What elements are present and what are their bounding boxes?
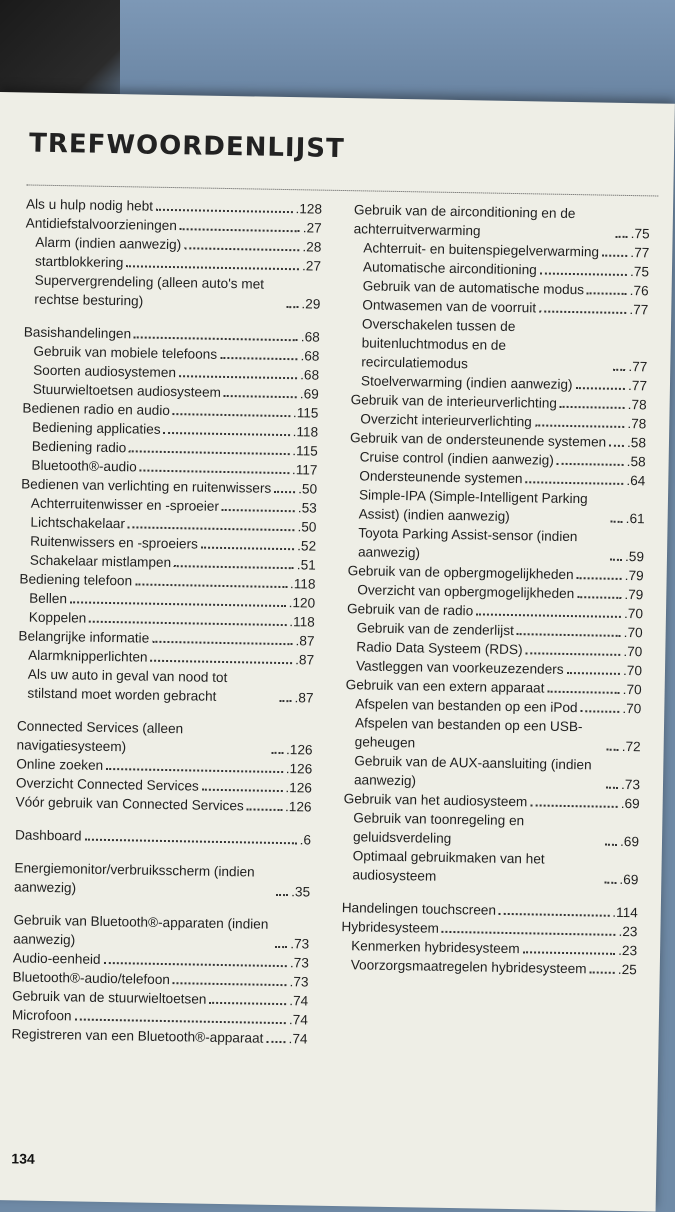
index-entry: [17, 664, 314, 707]
index-term: Soorten audiosystemen: [33, 362, 177, 381]
index-term: Gebruik van een extern apparaat: [345, 677, 545, 696]
index-page-ref: .74: [288, 1012, 308, 1028]
dot-leader: [616, 235, 628, 238]
dot-leader: [499, 912, 609, 917]
index-page-ref: .50: [297, 519, 317, 535]
index-group: [15, 716, 313, 816]
index-entry: [345, 713, 642, 756]
dot-leader: [222, 508, 295, 512]
page-number: 134: [11, 1150, 35, 1167]
index-term: Gebruik van de stuurwieltoetsen: [12, 988, 207, 1007]
dot-leader: [184, 246, 299, 251]
index-page-ref: .87: [294, 690, 314, 706]
index-term: Bediening radio: [31, 438, 127, 456]
dot-leader: [523, 950, 616, 955]
dot-leader: [84, 838, 296, 845]
index-page-ref: .74: [288, 1031, 308, 1047]
index-group: [24, 194, 322, 313]
index-page-ref: .118: [289, 576, 316, 592]
index-page-ref: .87: [295, 652, 315, 668]
index-page-ref: .61: [625, 510, 645, 527]
index-entry: [344, 751, 641, 794]
index-page-ref: .73: [289, 955, 309, 971]
dot-leader: [70, 600, 286, 607]
dot-leader: [606, 786, 618, 789]
index-term: Vóór gebruik van Connected Services: [15, 794, 244, 814]
index-page-ref: .77: [630, 245, 650, 261]
index-entry: [15, 792, 311, 816]
index-term: Microfoon: [11, 1007, 72, 1024]
dot-leader: [610, 558, 622, 561]
dot-leader: [442, 930, 616, 936]
dot-leader: [106, 767, 283, 773]
index-term: Energiemonitor/verbruiksscherm (indien aanwezig): [13, 860, 255, 896]
index-page-ref: .78: [627, 416, 647, 432]
index-entry: [24, 270, 321, 313]
dot-leader: [276, 893, 288, 896]
dot-leader: [202, 788, 283, 792]
index-page-ref: .78: [627, 397, 647, 413]
dot-leader: [209, 1001, 286, 1005]
index-page-ref: .120: [288, 595, 316, 611]
index-entry: [349, 485, 646, 528]
index-term: Gebruik van de AUX-aansluiting (indien aanwezig): [353, 753, 592, 789]
index-term: Gebruik van de ondersteunende systemen: [349, 430, 607, 450]
index-page-ref: .126: [284, 799, 312, 815]
index-page-ref: .128: [295, 201, 323, 217]
index-term: Alarmknipperlichten: [28, 647, 148, 665]
index-page-ref: .68: [300, 329, 320, 345]
dot-leader: [134, 335, 298, 341]
index-term: Supervergrendeling (alleen auto's met rechtse besturing): [34, 272, 265, 309]
index-term: Ontwasemen van de voorruit: [362, 297, 537, 316]
dot-leader: [173, 412, 290, 417]
index-term: Basishandelingen: [23, 324, 132, 342]
index-page-ref: .77: [627, 378, 648, 394]
dot-leader: [567, 671, 621, 675]
index-term: Achterruitenwisser en -sproeier: [30, 495, 220, 514]
dot-leader: [539, 309, 626, 314]
index-entry: [15, 825, 311, 849]
index-term: Gebruik van de opbergmogelijkheden: [347, 563, 574, 583]
index-page-ref: .29: [301, 296, 321, 312]
index-page-ref: .28: [302, 239, 322, 255]
dot-leader: [530, 803, 618, 808]
index-term: Schakelaar mistlampen: [29, 552, 172, 571]
page-title: TREFWOORDENLIJST: [28, 128, 345, 165]
index-term: Cruise control (indien aanwezig): [359, 449, 554, 468]
book-page: [0, 92, 675, 1212]
dot-leader: [525, 651, 620, 656]
dot-leader: [152, 640, 292, 645]
index-term: Optimaal gebruikmaken van het audiosysteem: [352, 848, 545, 884]
index-term: Gebruik van het audiosysteem: [343, 791, 528, 810]
dot-leader: [103, 961, 286, 967]
index-entry: [13, 910, 310, 953]
dot-leader: [173, 981, 287, 986]
dot-leader: [525, 480, 623, 485]
dot-leader: [128, 525, 295, 531]
index-page-ref: .73: [289, 974, 309, 990]
index-term: Dashboard: [14, 827, 82, 844]
index-entry: [14, 858, 311, 901]
index-entry: [343, 808, 640, 851]
index-page-ref: .27: [301, 258, 322, 274]
dot-leader: [535, 423, 625, 428]
index-term: Hybridesysteem: [341, 919, 440, 936]
dot-leader: [271, 751, 283, 754]
dot-leader: [517, 632, 621, 637]
dot-leader: [286, 305, 298, 308]
index-page-ref: .27: [302, 220, 322, 236]
index-entry: [348, 523, 645, 566]
index-page-ref: .72: [621, 738, 641, 755]
index-term: Gebruik van de zenderlijst: [356, 620, 514, 639]
index-page-ref: .117: [291, 462, 318, 478]
index-page-ref: .70: [622, 700, 642, 717]
index-term: Registreren van een Bluetooth®-apparaat: [11, 1026, 264, 1046]
dot-leader: [547, 690, 619, 694]
index-term: Ruitenwissers en -sproeiers: [30, 533, 198, 552]
index-page-ref: .79: [624, 567, 644, 584]
index-entry: [351, 314, 648, 376]
index-term: Gebruik van de automatische modus: [362, 278, 585, 298]
index-page-ref: .23: [618, 942, 638, 959]
index-term: Kenmerken hybridesysteem: [351, 938, 520, 957]
index-page-ref: .114: [612, 904, 638, 921]
index-page-ref: .35: [291, 884, 311, 900]
dot-leader: [577, 595, 621, 599]
index-page-ref: .126: [285, 780, 313, 796]
dot-leader: [575, 386, 625, 390]
index-page-ref: .53: [297, 500, 317, 516]
index-page-ref: .51: [296, 557, 316, 573]
index-page-ref: .76: [629, 283, 649, 299]
index-page-ref: .68: [300, 367, 320, 383]
index-page-ref: .87: [295, 633, 315, 649]
dot-leader: [224, 394, 297, 398]
index-term: Overschakelen tussen de buitenluchtmodus en de recirculatiemodus: [361, 316, 516, 372]
index-group: [341, 898, 638, 979]
dot-leader: [247, 807, 282, 811]
dot-leader: [604, 881, 616, 884]
index-term: Gebruik van mobiele telefoons: [33, 343, 218, 362]
index-page-ref: .118: [292, 424, 319, 440]
dot-leader: [150, 659, 292, 664]
index-page-ref: .70: [622, 662, 643, 679]
dot-leader: [577, 576, 622, 580]
index-term: Gebruik van toonregeling en geluidsverdeling: [352, 810, 525, 846]
index-page-ref: .64: [626, 472, 646, 489]
dot-leader: [179, 374, 297, 379]
dot-leader: [201, 546, 294, 551]
dot-leader: [607, 748, 619, 751]
dot-leader: [135, 582, 287, 588]
index-page-ref: .118: [289, 614, 315, 630]
dot-leader: [557, 462, 624, 466]
index-term: Gebruik van de radio: [346, 601, 474, 619]
index-page-ref: .69: [619, 871, 639, 888]
index-page-ref: .23: [618, 923, 638, 940]
dot-leader: [613, 368, 625, 371]
index-term: Online zoeken: [16, 756, 104, 773]
index-term: Afspelen van bestanden op een iPod: [355, 696, 578, 716]
index-page-ref: .69: [619, 833, 640, 850]
dot-leader: [266, 1040, 285, 1043]
index-term: Achterruit- en buitenspiegelverwarming: [363, 240, 600, 260]
dot-leader: [605, 843, 617, 846]
index-term: Belangrijke informatie: [18, 628, 150, 646]
index-term: Toyota Parking Assist-sensor (indien aanwezig): [357, 525, 578, 561]
dot-leader: [89, 620, 286, 626]
index-page-ref: .70: [623, 605, 644, 622]
index-entry: [341, 955, 637, 979]
index-page-ref: .73: [290, 936, 310, 952]
index-term: Bluetooth®-audio: [31, 457, 137, 475]
dot-leader: [602, 254, 627, 257]
dot-leader: [140, 468, 289, 474]
index-page-ref: .77: [629, 302, 649, 318]
index-term: Bellen: [29, 590, 68, 607]
index-column-right: [340, 200, 650, 993]
index-term: Bedienen van verlichting en ruitenwissers: [21, 476, 272, 496]
index-term: Bluetooth®-audio/telefoon: [12, 969, 171, 988]
dot-leader: [74, 1017, 285, 1024]
index-entry: [11, 1024, 307, 1048]
index-page-ref: .6: [299, 832, 312, 848]
dot-leader: [126, 264, 299, 270]
index-term: Overzicht Connected Services: [15, 775, 199, 794]
index-term: Automatische airconditioning: [362, 259, 537, 278]
index-page-ref: .79: [624, 586, 644, 603]
index-term: Voorzorgsmaatregelen hybridesysteem: [350, 957, 587, 977]
dot-leader: [274, 490, 295, 493]
index-term: Radio Data Systeem (RDS): [356, 639, 523, 658]
index-page-ref: .58: [626, 434, 647, 451]
index-page-ref: .74: [289, 993, 309, 1009]
index-group: [14, 858, 311, 901]
index-entry: [354, 200, 651, 243]
index-term: Gebruik van de airconditioning en de achterruitverwarming: [353, 202, 576, 239]
dot-leader: [560, 405, 625, 409]
index-term: Ondersteunende systemen: [359, 468, 523, 487]
index-term: Als uw auto in geval van nood tot stilstand moet worden gebracht: [27, 666, 228, 704]
index-entry: [342, 846, 639, 889]
index-term: Koppelen: [28, 609, 87, 626]
index-group: [17, 322, 320, 707]
dot-leader: [589, 970, 614, 973]
index-page-ref: .73: [620, 776, 641, 793]
dot-leader: [609, 444, 624, 447]
index-term: Vastleggen van voorkeuzezenders: [355, 658, 564, 677]
index-page-ref: .77: [628, 359, 648, 375]
index-term: startblokkering: [34, 253, 124, 271]
index-term: Overzicht van opbergmogelijkheden: [357, 582, 575, 602]
index-group: [342, 200, 650, 889]
index-page-ref: .70: [622, 681, 642, 698]
dot-leader: [174, 564, 294, 569]
index-term: Overzicht interieurverlichting: [360, 411, 532, 430]
index-entry: [16, 716, 313, 759]
dot-leader: [476, 612, 621, 618]
index-term: Handelingen touchscreen: [341, 900, 497, 918]
dot-leader: [611, 520, 623, 523]
index-page-ref: .75: [629, 264, 650, 280]
dot-leader: [220, 356, 298, 360]
index-term: Stoelverwarming (indien aanwezig): [360, 373, 573, 393]
dot-leader: [587, 291, 627, 295]
index-term: Bediening telefoon: [19, 571, 133, 589]
index-page-ref: .69: [299, 386, 319, 402]
index-term: Antidiefstalvoorzieningen: [25, 215, 177, 234]
index-term: Simple-IPA (Simple-Intelligent Parking Assist) (indien aanwezig): [358, 487, 588, 524]
index-term: Lichtschakelaar: [30, 514, 126, 532]
index-term: Afspelen van bestanden op een USB-geheugen: [354, 715, 583, 751]
index-page-ref: .115: [292, 405, 319, 421]
title-divider: [26, 184, 658, 196]
index-page-ref: .69: [620, 795, 640, 812]
dot-leader: [580, 709, 619, 713]
index-page-ref: .52: [297, 538, 317, 554]
index-term: Gebruik van Bluetooth®-apparaten (indien aanwezig): [13, 912, 269, 948]
index-group: [15, 825, 311, 849]
index-term: Gebruik van de interieurverlichting: [350, 392, 558, 411]
index-page-ref: .75: [630, 226, 650, 242]
dot-leader: [164, 431, 290, 436]
dot-leader: [275, 945, 287, 948]
index-term: Bedienen radio en audio: [22, 400, 170, 419]
index-term: Stuurwieltoetsen audiosysteem: [32, 381, 222, 400]
index-term: Connected Services (alleen navigatiesysteem): [16, 718, 184, 755]
index-page-ref: .126: [285, 742, 313, 758]
dot-leader: [129, 449, 289, 455]
index-column-left: [11, 194, 322, 1062]
index-page-ref: .58: [626, 453, 646, 470]
index-term: Als u hulp nodig hebt: [25, 196, 154, 214]
dot-leader: [279, 699, 291, 702]
index-page-ref: .70: [623, 643, 643, 660]
index-page-ref: .50: [298, 481, 318, 497]
dot-leader: [540, 271, 627, 276]
dot-leader: [180, 227, 300, 232]
index-group: [11, 910, 309, 1048]
index-page-ref: .59: [624, 548, 645, 565]
index-page-ref: .126: [285, 761, 313, 777]
index-page-ref: .68: [300, 348, 320, 364]
index-term: Alarm (indien aanwezig): [35, 234, 182, 253]
index-page-ref: .25: [617, 961, 637, 978]
dot-leader: [156, 208, 293, 213]
index-page-ref: .70: [623, 624, 643, 641]
index-term: Bediening applicaties: [32, 419, 161, 437]
index-term: Audio-eenheid: [12, 950, 101, 967]
index-page-ref: .115: [292, 443, 318, 459]
